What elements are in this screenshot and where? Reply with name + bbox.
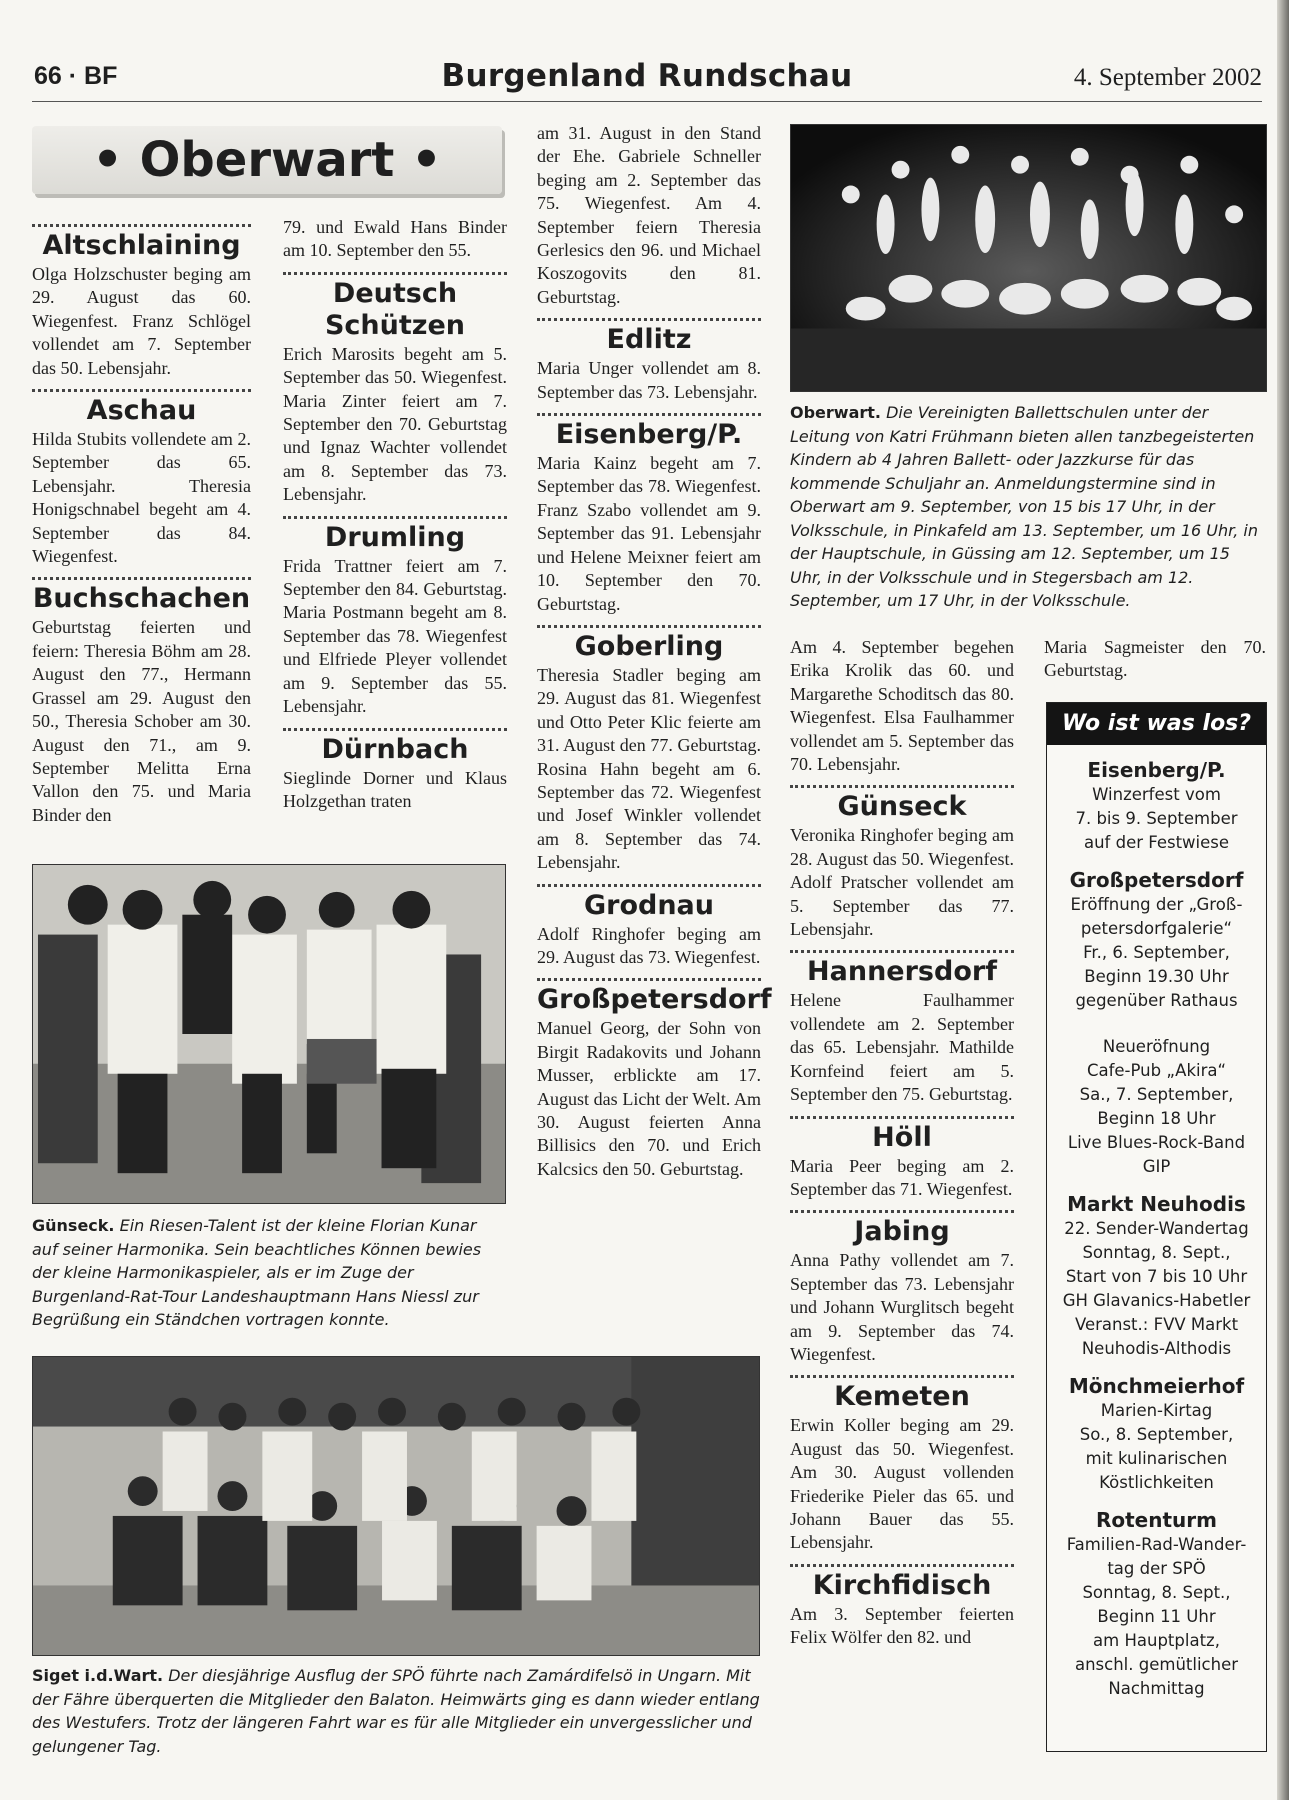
event-place: Eisenberg/P. (1087, 758, 1226, 782)
dotted-divider (283, 728, 507, 731)
guenseck-photo (32, 864, 506, 1204)
dotted-divider (537, 978, 761, 981)
event-line: Sonntag, 8. Sept., (1082, 1243, 1231, 1262)
column-5 (1044, 636, 1266, 683)
place-heading: Goberling (574, 630, 724, 662)
event-line: GIP (1142, 1157, 1171, 1176)
event-line: tag der SPÖ (1107, 1559, 1206, 1578)
event-line: GH Glavanics-Habetler (1062, 1291, 1251, 1310)
place-heading: Dürnbach (321, 733, 469, 765)
dotted-divider (32, 577, 251, 580)
event-line: gegenüber Rathaus (1075, 991, 1238, 1010)
continued-text: 79. und Ewald Hans Binder am 10. September den 55. (283, 217, 507, 261)
event-line: Eröffnung der „Groß- (1070, 895, 1243, 914)
dotted-divider (790, 1564, 1014, 1567)
masthead (32, 56, 1262, 102)
column-4 (790, 636, 1014, 1650)
column-1 (32, 216, 251, 827)
ballet-photo-graphic (791, 125, 1266, 391)
event-line: am Hauptplatz, (1093, 1631, 1220, 1650)
guenseck-photo-graphic (33, 865, 505, 1203)
siget-group-photo (32, 1356, 760, 1656)
continued-text: Am 4. September begehen Erika Krolik das 60. und Margarethe Schoditsch das 80. Wiegenfest. Elsa Faulhammer vollendet am 5. September das 70. Lebensjahr. (790, 637, 1014, 775)
event-line: Winzerfest vom (1092, 785, 1221, 804)
dotted-divider (790, 1210, 1014, 1213)
event-block (1047, 757, 1266, 855)
column-2 (283, 216, 507, 813)
caption-text: Die Vereinigten Ballettschulen unter der Leitung von Katri Frühmann bieten allen tanzbegeisterten Kindern ab 4 Jahren Ballett- oder Jazzkurse für das kommende Schuljahr an. Anmeldungstermine sind in Oberwart am 9. September, von 15 bis 17 Uhr, in der Volksschule, in Pinkafeld am 13. September, um 16 Uhr, in der Hauptschule, in Güssing am 12. September, um 15 Uhr, in der Volksschule und in Stegersbach am 12. September, um 17 Uhr, in der Volksschule. (790, 403, 1258, 610)
birthday-text: Maria Unger vollendet am 8. September das 73. Lebensjahr. (537, 358, 761, 402)
dotted-divider (32, 389, 251, 392)
place-heading: Aschau (86, 395, 197, 427)
birthday-text: Helene Faulhammer vollendete am 2. September das 65. Lebensjahr. Mathilde Kornfeind feiert am 5. September den 75. Geburtstag. (790, 990, 1014, 1105)
place-heading: Günseck (837, 791, 967, 823)
event-line: auf der Festwiese (1083, 833, 1230, 852)
birthday-text: Sieglinde Dorner und Klaus Holzgethan traten (283, 767, 507, 811)
event-block (1047, 1373, 1266, 1495)
place-heading: Edlitz (606, 324, 692, 356)
event-line: Beginn 19.30 Uhr (1084, 967, 1229, 986)
ballet-photo (790, 124, 1267, 392)
dotted-divider (32, 224, 251, 227)
event-line: Neuhodis-Althodis (1081, 1339, 1232, 1358)
birthday-text: Olga Holzschuster beging am 29. August das 60. Wiegenfest. Franz Schlögel vollendet am 7. September das 50. Lebensjahr. (32, 264, 251, 378)
dotted-divider (790, 950, 1014, 953)
events-title: Wo ist was los? (1047, 703, 1266, 745)
place-heading: Drumling (324, 521, 466, 553)
place-heading: Eisenberg/P. (555, 419, 743, 451)
birthday-text: Geburtstag feierten und feiern: Theresia Böhm am 28. August den 77., Hermann Grassel am 29. August den 50., Theresia Schober am 30. August den 71., am 9. September Melitta Erna Vallon den 75. und Maria Binder den (32, 617, 251, 825)
event-place: Rotenturm (1095, 1508, 1217, 1532)
event-line: Fr., 6. September, (1083, 943, 1230, 962)
event-line: Cafe-Pub „Akira“ (1086, 1061, 1227, 1080)
place-heading: Hannersdorf (807, 956, 997, 988)
dotted-divider (537, 413, 761, 416)
place-heading: Grodnau (583, 889, 715, 921)
dotted-divider (537, 625, 761, 628)
dotted-divider (790, 785, 1014, 788)
place-heading: Großpetersdorf (537, 984, 772, 1016)
event-line: anschl. gemütlicher (1074, 1655, 1239, 1674)
place-heading: Buchschachen (32, 583, 251, 615)
place-heading: Altschlaining (42, 230, 241, 261)
dotted-divider (283, 516, 507, 519)
event-gap (1047, 1013, 1266, 1035)
place-heading: Kemeten (834, 1381, 970, 1413)
birthday-text: Erich Marosits begeht am 5. September das 50. Wiegenfest. Maria Zinter feiert am 7. September den 70. Geburtstag und Ignaz Wachter vollendet am 8. September das 73. Lebensjahr. (283, 343, 507, 505)
section-title: • Oberwart • (32, 126, 502, 194)
dotted-divider (537, 884, 761, 887)
event-place: Markt Neuhodis (1067, 1192, 1246, 1216)
place-heading: Deutsch Schützen (324, 277, 466, 341)
event-line: mit kulinarischen (1085, 1449, 1228, 1468)
event-line: Beginn 11 Uhr (1097, 1607, 1216, 1626)
ballet-caption (790, 401, 1267, 613)
caption-place: Günseck. (32, 1216, 115, 1235)
birthday-text: Hilda Stubits vollendete am 2. September das 65. Lebensjahr. Theresia Honigschnabel begeht am 4. September das 84. Wiegenfest. (32, 429, 251, 567)
event-line: Köstlichkeiten (1099, 1473, 1214, 1492)
event-line: Neueröfnung (1102, 1037, 1211, 1056)
birthday-text: Theresia Stadler beging am 29. August das 81. Wiegenfest und Otto Peter Klic feierte am 31. August den 77. Geburtstag. Rosina Hahn begeht am 6. September das 72. Wiegenfest und Josef Winkler vollendet am 8. September das 74. Lebensjahr. (537, 664, 761, 873)
siget-photo-graphic (33, 1357, 759, 1655)
page-number: 66 · BF (34, 62, 118, 90)
event-line: Veranst.: FVV Markt (1074, 1315, 1239, 1334)
event-place: Großpetersdorf (1069, 868, 1244, 892)
event-line: Nachmittag (1108, 1679, 1205, 1698)
events-box (1046, 702, 1267, 1752)
dotted-divider (790, 1375, 1014, 1378)
event-line: Sa., 7. September, (1079, 1085, 1234, 1104)
place-heading: Jabing (854, 1216, 950, 1248)
birthday-text: Maria Peer beging am 2. September das 71. Wiegenfest. (790, 1155, 1014, 1199)
birthday-text: Frida Trattner feiert am 7. September den 84. Geburtstag. Maria Postmann begeht am 8. September das 78. Wiegenfest und Elfriede Pleyer vollendet am 9. September das 55. Lebensjahr. (283, 555, 507, 717)
column-3 (537, 122, 772, 1181)
event-line: Familien-Rad-Wander- (1066, 1535, 1247, 1554)
continued-text: am 31. August in den Stand der Ehe. Gabriele Schneller beging am 2. September das 75. Wiegenfest. Am 4. September feiern Theresia Gerlesics den 96. und Michael Koszogovits den 81. Geburtstag. (537, 123, 761, 307)
dotted-divider (537, 318, 761, 321)
event-block (1047, 867, 1266, 1179)
birthday-text: Erwin Koller beging am 29. August das 50. Wiegenfest. Am 30. August vollenden Friederike Pieler das 65. und Johann Bauer das 55. Lebensjahr. (790, 1415, 1014, 1553)
birthday-text: Anna Pathy vollendet am 7. September das 73. Lebensjahr und Johann Wurglitsch begeht am 9. September das 74. Wiegenfest. (790, 1250, 1014, 1364)
guenseck-caption (32, 1214, 506, 1332)
continued-text: Maria Sagmeister den 70. Geburtstag. (1044, 637, 1266, 681)
caption-place: Oberwart. (790, 403, 881, 422)
newspaper-title: Burgenland Rundschau (441, 58, 853, 94)
event-line: Beginn 18 Uhr (1097, 1109, 1216, 1128)
event-line: Live Blues-Rock-Band (1067, 1133, 1246, 1152)
event-block (1047, 1191, 1266, 1361)
dotted-divider (283, 272, 507, 275)
siget-caption (32, 1664, 760, 1758)
birthday-text: Adolf Ringhofer beging am 29. August das 73. Wiegenfest. (537, 923, 761, 967)
event-line: Marien-Kirtag (1100, 1401, 1213, 1420)
event-line: Sonntag, 8. Sept., (1082, 1583, 1231, 1602)
place-heading: Höll (872, 1121, 932, 1153)
caption-place: Siget i.d.Wart. (32, 1666, 164, 1685)
issue-date: 4. September 2002 (1073, 64, 1262, 91)
event-line: 7. bis 9. September (1075, 809, 1238, 828)
birthday-text: Am 3. September feierten Felix Wölfer den 82. und (790, 1603, 1014, 1648)
birthday-text: Manuel Georg, der Sohn von Birgit Radakovits und Johann Musser, erblickte am 17. August das Licht der Welt. Am 30. August feierten Anna Billisics den 70. und Erich Kalcsics den 50. Geburtstag. (537, 1018, 761, 1179)
birthday-text: Veronika Ringhofer beging am 28. August das 50. Wiegenfest. Adolf Pratscher vollendet am 5. September das 77. Lebensjahr. (790, 825, 1014, 940)
caption-text: Der diesjährige Ausflug der SPÖ führte nach Zamárdifelsö in Ungarn. Mit der Fähre überquerten die Mitglieder den Balaton. Heimwärts ging es dann wieder entlang des Westufers. Trotz der längeren Fahrt war es für alle Mitglieder ein unvergesslicher und gelungener Tag. (32, 1666, 760, 1756)
event-line: Start von 7 bis 10 Uhr (1065, 1267, 1248, 1286)
dotted-divider (790, 1116, 1014, 1119)
caption-text: Ein Riesen-Talent ist der kleine Florian Kunar auf seiner Harmonika. Sein beachtliches Können bewies der kleine Harmonikaspieler, als er im Zuge der Burgenland-Rat-Tour Landeshauptmann Hans Niessl zur Begrüßung ein Ständchen vortragen konnte. (32, 1216, 482, 1329)
place-heading: Kirchfidisch (812, 1569, 992, 1601)
page-spine-shadow (1277, 0, 1289, 1800)
event-block (1047, 1507, 1266, 1701)
event-place: Mönchmeierhof (1068, 1374, 1245, 1398)
event-line: 22. Sender-Wandertag (1064, 1219, 1249, 1238)
birthday-text: Maria Kainz begeht am 7. September das 78. Wiegenfest. Franz Szabo vollendet am 9. September das 91. Lebensjahr und Helene Meixner feiert am 10. September den 70. Geburtstag. (537, 453, 761, 614)
event-line: petersdorfgalerie“ (1080, 919, 1233, 938)
event-line: So., 8. September, (1079, 1425, 1234, 1444)
